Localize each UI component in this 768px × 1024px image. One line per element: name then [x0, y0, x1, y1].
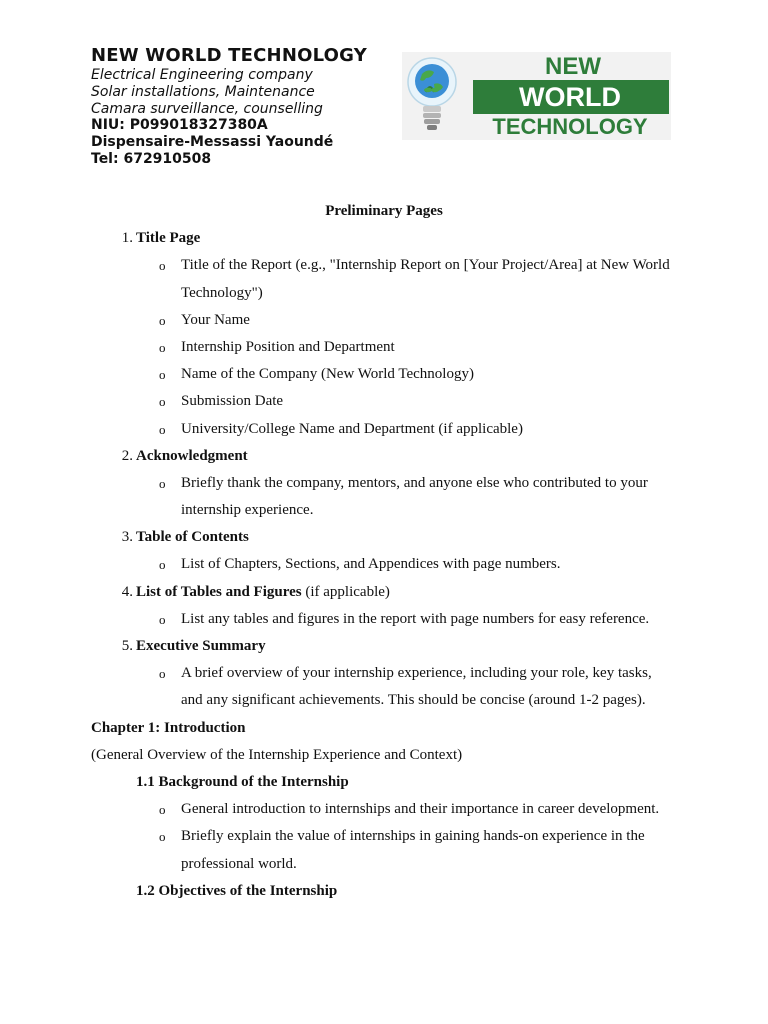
bullet-item: [91, 361, 691, 388]
list-item: [91, 225, 691, 252]
bullet-icon: o: [159, 312, 166, 328]
tagline-1: Electrical Engineering company: [91, 67, 313, 83]
bullet-continuation: [91, 280, 691, 307]
bullet-text: internship experience.: [181, 502, 314, 519]
telephone: Tel: 672910508: [91, 150, 212, 167]
bullet-icon: o: [159, 367, 166, 383]
list-item-label-group: [136, 579, 390, 606]
bullet-icon: o: [159, 666, 166, 682]
bullet-text: Internship Position and Department: [181, 338, 395, 355]
bullet-text: List of Chapters, Sections, and Appendices with page numbers.: [181, 556, 561, 573]
bullet-item: [91, 660, 691, 687]
bullet-item: [91, 606, 691, 633]
bullet-item: [91, 823, 691, 850]
list-number: 4.: [121, 583, 133, 600]
tagline-2: Solar installations, Maintenance: [91, 83, 315, 100]
list-item-suffix: (if applicable): [301, 583, 390, 600]
list-number: 5.: [121, 638, 133, 654]
list-item: [91, 524, 691, 551]
list-number: 3.: [121, 529, 133, 546]
bullet-text: General introduction to internships and their importance in career development.: [181, 801, 660, 818]
bullet-item: [91, 388, 691, 415]
bullet-item: [91, 416, 691, 443]
section-heading-preliminary: Preliminary Pages: [325, 203, 443, 219]
bullet-text: A brief overview of your internship experience, including your role, key tasks,: [181, 665, 652, 682]
bullet-icon: o: [159, 611, 166, 627]
bullet-text: Title of the Report (e.g., "Internship Report on [Your Project/Area] at New World: [181, 257, 670, 274]
niu-number: NIU: P099018327380A: [91, 117, 268, 134]
list-item: [91, 633, 691, 660]
logo-text-world: WORLD: [519, 82, 621, 112]
bullet-text: Briefly explain the value of internships in gaining hands-on experience in the: [181, 828, 645, 845]
bullet-text: Name of the Company (New World Technology): [181, 366, 474, 383]
list-item: [91, 443, 691, 470]
company-name: NEW WORLD TECHNOLOGY: [91, 45, 367, 66]
letterhead: [91, 45, 391, 168]
address: Dispensaire-Messassi Yaoundé: [91, 134, 334, 151]
company-logo: [402, 52, 671, 140]
tagline-3: Camara surveillance, counselling: [91, 100, 323, 117]
bullet-continuation: [91, 687, 691, 714]
bullet-icon: o: [159, 829, 166, 845]
logo-text-new: NEW: [545, 53, 601, 80]
bullet-icon: o: [159, 802, 166, 818]
bullet-text: List any tables and figures in the report with page numbers for easy reference.: [181, 610, 650, 627]
bullet-icon: o: [159, 421, 166, 437]
lightbulb-globe-icon: [408, 58, 456, 130]
subsection-1-1: [91, 769, 691, 796]
bullet-item: [91, 252, 691, 279]
bullet-icon: o: [159, 339, 166, 355]
logo-text-technology: TECHNOLOGY: [492, 114, 648, 139]
bullet-text: Your Name: [181, 311, 250, 328]
subsection-title: 1.1 Background of the Internship: [136, 773, 349, 790]
bullet-item: [91, 796, 691, 823]
chapter-subtitle: (General Overview of the Internship Experience and Context): [91, 746, 463, 763]
subsection-title: 1.2 Objectives of the Internship: [136, 882, 338, 899]
bullet-continuation: [91, 497, 691, 524]
list-item-label: Acknowledgment: [136, 447, 248, 464]
bullet-text: University/College Name and Department (if applicable): [181, 420, 523, 437]
bullet-continuation: [91, 851, 691, 878]
bullet-text: Submission Date: [181, 393, 284, 410]
list-item-label: Table of Contents: [136, 529, 249, 546]
list-item: [91, 579, 691, 606]
subsection-1-2: [91, 878, 691, 905]
bullet-icon: o: [159, 475, 166, 491]
bullet-text: Technology"): [181, 284, 263, 301]
bullet-text: Briefly thank the company, mentors, and anyone else who contributed to your: [181, 474, 648, 491]
list-number: 1.: [121, 230, 133, 247]
bullet-icon: o: [159, 557, 166, 573]
chapter-title: Chapter 1: Introduction: [91, 719, 246, 736]
bullet-item: [91, 470, 691, 497]
list-item-label: Title Page: [136, 230, 201, 247]
bullet-item: [91, 551, 691, 578]
list-item-label: Executive Summary: [136, 638, 266, 654]
bullet-icon: o: [159, 394, 166, 410]
bullet-item: [91, 307, 691, 334]
list-item-label: List of Tables and Figures: [136, 583, 302, 600]
bullet-text: professional world.: [181, 855, 297, 872]
bullet-icon: o: [159, 258, 166, 274]
document-body: [91, 198, 691, 905]
list-number: 2.: [121, 447, 133, 464]
bullet-text: and any significant achievements. This should be concise (around 1-2 pages).: [181, 692, 646, 709]
bullet-item: [91, 334, 691, 361]
